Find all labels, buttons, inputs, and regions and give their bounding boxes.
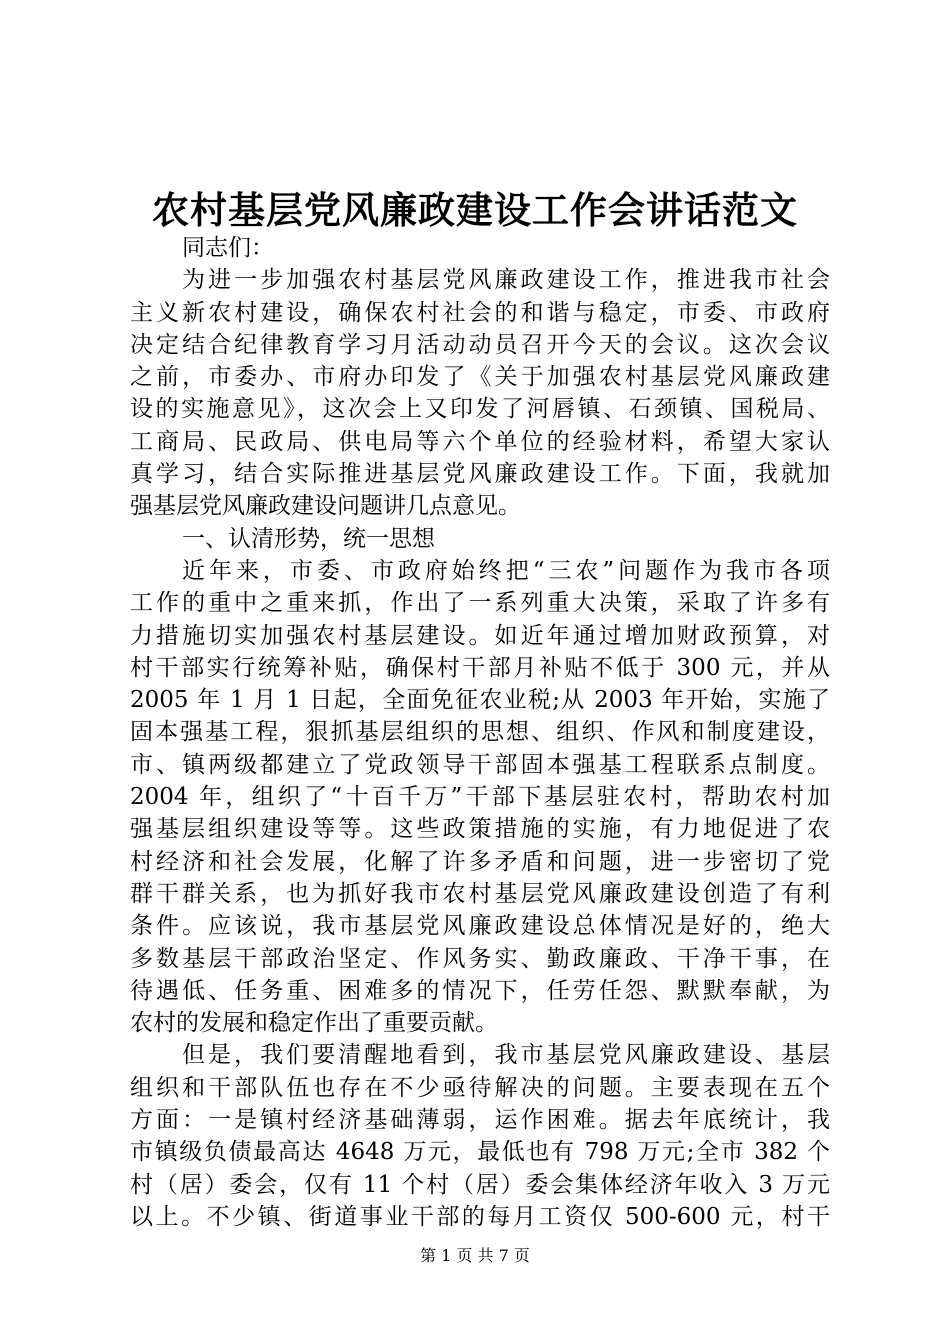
- text-line: 村经济和社会发展，化解了许多矛盾和问题，进一步密切了党: [130, 848, 830, 875]
- text-line: 固本强基工程，狠抓基层组织的思想、组织、作风和制度建设，: [130, 719, 830, 746]
- text-line: 主义新农村建设，确保农村社会的和谐与稳定，市委、市政府: [130, 299, 830, 326]
- text-line: 设的实施意见》，这次会上又印发了河唇镇、石颈镇、国税局、: [130, 396, 830, 423]
- document-body: [130, 232, 830, 1233]
- text-line: 强基层组织建设等等。这些政策措施的实施，有力地促进了农: [130, 816, 830, 843]
- text-line: 条件。应该说，我市基层党风廉政建设总体情况是好的，绝大: [130, 913, 830, 940]
- text-line: 但是，我们要清醒地看到，我市基层党风廉政建设、基层: [182, 1042, 830, 1069]
- text-line: 力措施切实加强农村基层建设。如近年通过增加财政预算，对: [130, 622, 830, 649]
- document-title: 农村基层党风廉政建设工作会讲话范文: [152, 188, 798, 232]
- text-line: 强基层党风廉政建设问题讲几点意见。: [130, 493, 521, 520]
- text-line: 农村的发展和稳定作出了重要贡献。: [130, 1010, 498, 1037]
- text-line: 2005 年 1 月 1 日起，全面免征农业税;从 2003 年开始，实施了: [130, 687, 830, 714]
- text-line: 方面：一是镇村经济基础薄弱，运作困难。据去年底统计，我: [130, 1107, 830, 1134]
- text-line: 工作的重中之重来抓，作出了一系列重大决策，采取了许多有: [130, 590, 830, 617]
- text-line: 之前，市委办、市府办印发了《关于加强农村基层党风廉政建: [130, 364, 830, 391]
- text-line: 以上。不少镇、街道事业干部的每月工资仅 500-600 元，村干: [130, 1203, 830, 1230]
- page-footer: 第 1 页 共 7 页: [420, 1246, 530, 1265]
- text-line: 工商局、民政局、供电局等六个单位的经验材料，希望大家认: [130, 428, 830, 455]
- text-line: 决定结合纪律教育学习月活动动员召开今天的会议。这次会议: [130, 331, 830, 358]
- text-line: 真学习，结合实际推进基层党风廉政建设工作。下面，我就加: [130, 461, 830, 488]
- text-line: 待遇低、任务重、困难多的情况下，任劳任怨、默默奉献，为: [130, 977, 830, 1004]
- text-line: 市、镇两级都建立了党政领导干部固本强基工程联系点制度。: [130, 751, 830, 778]
- text-line: 同志们：: [182, 235, 274, 261]
- text-line: 近年来，市委、市政府始终把“三农”问题作为我市各项: [182, 557, 830, 584]
- text-line: 多数基层干部政治坚定、作风务实、勤政廉政、干净干事，在: [130, 945, 830, 972]
- text-line: 市镇级负债最高达 4648 万元，最低也有 798 万元;全市 382 个: [130, 1139, 830, 1166]
- text-line: 2004 年，组织了“十百千万”干部下基层驻农村，帮助农村加: [130, 784, 830, 811]
- text-line: 组织和干部队伍也存在不少亟待解决的问题。主要表现在五个: [130, 1074, 830, 1101]
- text-line: 村（居）委会，仅有 11 个村（居）委会集体经济年收入 3 万元: [130, 1171, 830, 1198]
- text-line: 群干群关系，也为抓好我市农村基层党风廉政建设创造了有利: [130, 880, 830, 907]
- text-line: 为进一步加强农村基层党风廉政建设工作，推进我市社会: [182, 267, 830, 294]
- text-line: 一、认清形势，统一思想: [182, 525, 435, 552]
- text-line: 村干部实行统筹补贴，确保村干部月补贴不低于 300 元，并从: [130, 654, 830, 681]
